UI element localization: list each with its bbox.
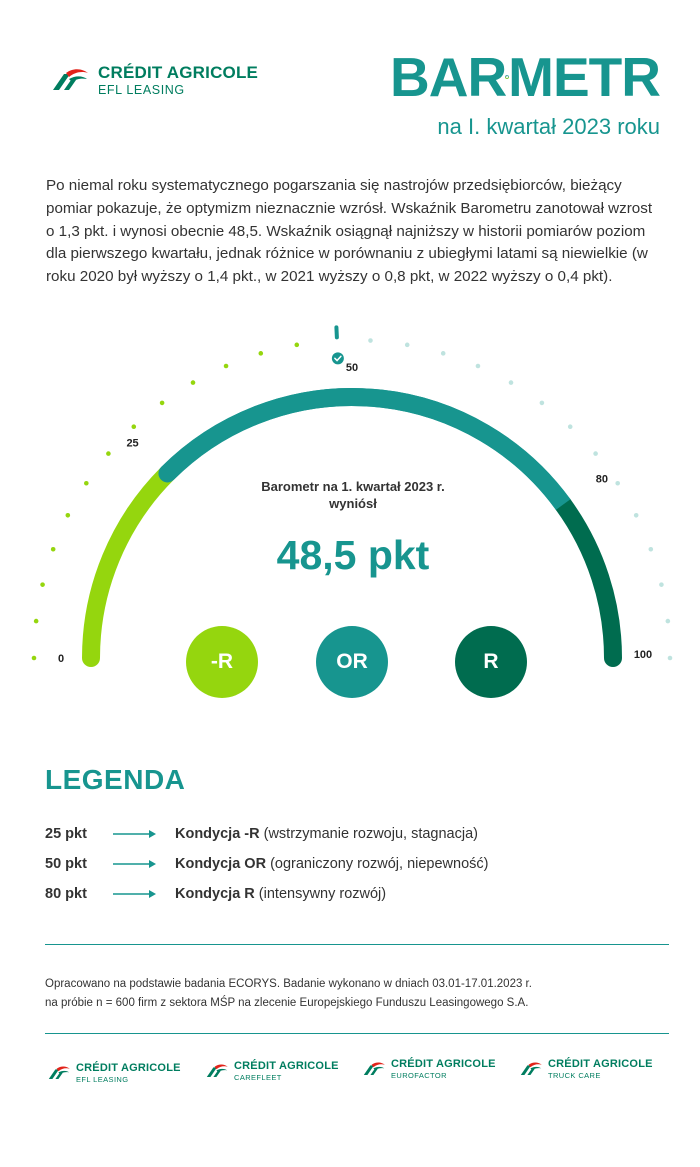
logo-brand-text: CRÉDIT AGRICOLE <box>234 1060 339 1072</box>
gauge-tick-label: 50 <box>345 362 359 374</box>
arrow-right-icon <box>113 826 157 840</box>
gauge-dot <box>191 380 196 385</box>
condition-minus-r-circle: -R <box>186 626 258 698</box>
credit-agricole-emblem-icon <box>50 66 90 94</box>
divider <box>45 944 669 945</box>
gauge-dot <box>666 619 671 624</box>
gauge-dot <box>441 351 446 356</box>
gauge-segment <box>91 473 167 658</box>
arrow-right-icon <box>113 886 157 900</box>
credit-agricole-emblem-icon <box>205 1062 229 1080</box>
gauge-arcs <box>91 397 613 658</box>
gauge-dot <box>405 343 410 348</box>
gauge-dot <box>540 401 545 406</box>
legend-condition-desc: (intensywny rozwój) <box>258 886 387 902</box>
gauge-dot <box>509 380 514 385</box>
gauge-dot <box>615 481 620 486</box>
gauge-dot <box>40 582 45 587</box>
footer-logo-truck-care <box>519 1059 653 1080</box>
footnote-line2: na próbie n = 600 firm z sektora MŚP na zlecenie Europejskiego Funduszu Leasingowego S.A. <box>45 997 529 1009</box>
gauge-tick-label: 0 <box>57 653 65 665</box>
logo-brand-text: CRÉDIT AGRICOLE <box>98 63 259 82</box>
title-block <box>390 48 660 140</box>
gauge-dot <box>160 401 165 406</box>
credit-agricole-emblem-icon <box>362 1060 386 1078</box>
gauge-tick-label: 80 <box>595 473 609 486</box>
arrow-right-icon <box>113 856 157 870</box>
legend-row <box>45 826 665 848</box>
logo-brand-text: CRÉDIT AGRICOLE <box>391 1058 496 1070</box>
gauge-dot <box>593 451 598 456</box>
gauge-caption-line1: Barometr na 1. kwartał 2023 r. <box>261 479 445 494</box>
value-marker-check-icon <box>332 352 344 364</box>
gauge-dot <box>224 364 229 369</box>
divider <box>45 1033 669 1034</box>
legend-condition-name: Kondycja -R <box>175 826 260 842</box>
legend-row <box>45 856 665 878</box>
condition-r-circle: R <box>455 626 527 698</box>
gauge-dot <box>649 547 654 552</box>
legend-condition-name: Kondycja OR <box>175 856 267 872</box>
gauge-dot <box>258 351 263 356</box>
legend-description <box>175 886 386 902</box>
legend-condition-desc: (wstrzymanie rozwoju, stagnacja) <box>263 826 478 842</box>
legend-points: 80 pkt <box>45 886 87 902</box>
gauge-dot <box>106 451 111 456</box>
footnote-line1: Opracowano na podstawie badania ECORYS. Badanie wykonano w dniach 03.01-17.01.2023 r. <box>45 978 532 990</box>
legend-description <box>175 826 478 842</box>
gauge-tick-label: 25 <box>126 437 139 450</box>
gauge-dot <box>131 424 136 429</box>
legend-points: 50 pkt <box>45 856 87 872</box>
logo-brand-text: CRÉDIT AGRICOLE <box>548 1058 653 1070</box>
gauge-dot <box>294 343 299 348</box>
legend-row <box>45 886 665 908</box>
gauge-caption-line2: wyniósł <box>329 496 377 511</box>
footer-logo-carefleet <box>205 1061 339 1082</box>
gauge-value: 48,5 pkt <box>276 532 430 578</box>
condition-or-circle: OR <box>316 626 388 698</box>
barometr-title <box>390 48 660 106</box>
subtitle: na I. kwartał 2023 roku <box>437 114 660 139</box>
gauge-dot <box>51 547 56 552</box>
footer-logo-eurofactor <box>362 1059 496 1080</box>
gauge-dot <box>668 656 673 661</box>
gauge-dot <box>34 619 39 624</box>
gauge-dot <box>659 582 664 587</box>
gauge-caption <box>200 478 506 512</box>
legend-description <box>175 856 488 872</box>
gauge-dot <box>32 656 37 661</box>
credit-agricole-logo <box>50 64 258 97</box>
gauge-dot <box>634 513 639 518</box>
logo-brand-text: CRÉDIT AGRICOLE <box>76 1062 181 1074</box>
title-part-left: BAR <box>390 46 507 108</box>
legend-title: LEGENDA <box>45 764 186 795</box>
credit-agricole-emblem-icon <box>519 1060 543 1078</box>
legend-condition-name: Kondycja R <box>175 886 255 902</box>
logo-sub-text: TRUCK CARE <box>548 1071 601 1080</box>
gauge-dot <box>368 338 373 343</box>
legend-points: 25 pkt <box>45 826 87 842</box>
footnote <box>45 975 665 1013</box>
logo-sub-text: EFL LEASING <box>98 83 185 97</box>
credit-agricole-emblem-icon <box>47 1064 71 1082</box>
gauge-tick-label: 100 <box>633 649 653 661</box>
gauge-dot <box>568 424 573 429</box>
logo-sub-text: EUROFACTOR <box>391 1071 447 1080</box>
gauge-dot <box>66 513 71 518</box>
legend-condition-desc: (ograniczony rozwój, niepewność) <box>270 856 489 872</box>
gauge-segment <box>563 505 613 658</box>
logo-sub-text: EFL LEASING <box>76 1075 129 1084</box>
gauge-needle <box>332 327 344 364</box>
title-part-right: METR <box>508 46 660 108</box>
footer-logo-efl-leasing <box>47 1063 181 1084</box>
intro-paragraph: Po niemal roku systematycznego pogarszania się nastrojów przedsiębiorców, bieżący pomiar pokazuje, że optymizm nieznacznie wzrósł. Wskaźnik Barometru zanotował wzrost o 1,3 pkt. i wynosi obecnie 48,5. Wskaźnik osiągnął najniższy w historii pomiarów poziom dla pierwszego kwartału, jednak różnice w porównaniu z ubiegłymi latami są niewielkie (w roku 2020 był wyższy o 1,4 pkt., w 2021 wyższy o 0,8 pkt, w 2022 wyższy o 0,4 pkt). <box>46 177 653 286</box>
logo-sub-text: CAREFLEET <box>234 1073 282 1082</box>
gauge-dot <box>476 364 481 369</box>
gauge-dot <box>84 481 89 486</box>
